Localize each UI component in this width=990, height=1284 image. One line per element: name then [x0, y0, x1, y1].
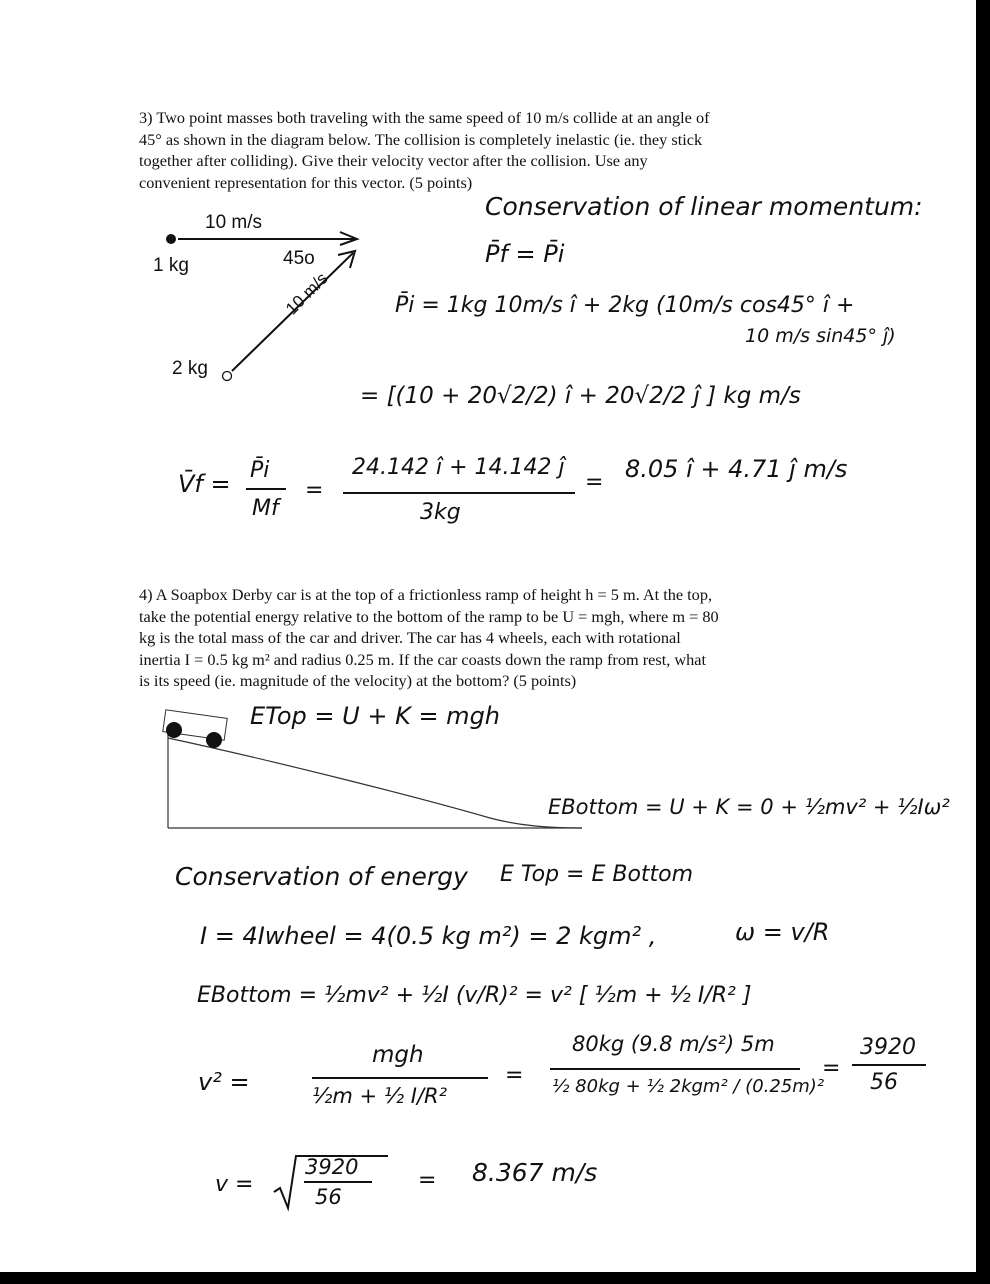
- inertia-denominator: ½m + ½ I/R²: [312, 1084, 448, 1108]
- equals-sign: =: [585, 470, 604, 495]
- sqrt-numerator: 3920: [305, 1155, 359, 1179]
- equals-sign: =: [822, 1056, 841, 1081]
- momentum-sum-numerator: 24.142 î + 14.142 ĵ: [352, 455, 565, 480]
- mass-label-2kg: 2 kg: [172, 358, 208, 379]
- mgh-numerator: mgh: [372, 1042, 424, 1068]
- energy-top-equation: ETop = U + K = mgh: [250, 702, 501, 730]
- momentum-initial-line2: 10 m/s sin45° ĵ): [745, 325, 896, 347]
- mass-2kg-dot: [223, 372, 232, 381]
- fraction-bar: [246, 488, 286, 490]
- momentum-equation: P̄f = P̄i: [485, 240, 565, 268]
- problem-3-line: together after colliding). Give their velocity vector after the collision. Use any: [139, 151, 648, 170]
- scan-edge-bottom: [0, 1272, 990, 1284]
- omega-relation: ω = v/R: [735, 918, 830, 946]
- final-velocity-label: V̄f =: [178, 470, 231, 498]
- momentum-heading: Conservation of linear momentum:: [485, 192, 923, 221]
- problem-4-line: is its speed (ie. magnitude of the velocity) at the bottom? (5 points): [139, 671, 577, 690]
- final-velocity-result: 8.05 î + 4.71 ĵ m/s: [625, 455, 848, 483]
- problem-3-line: 3) Two point masses both traveling with the same speed of 10 m/s collide at an angle of: [139, 108, 710, 127]
- numeric-numerator: 80kg (9.8 m/s²) 5m: [572, 1032, 775, 1056]
- momentum-initial-simplified: = [(10 + 20√2/2) î + 20√2/2 ĵ ] kg m/s: [360, 383, 801, 409]
- problem-3-statement: [139, 107, 839, 193]
- mf-denominator: Mf: [252, 496, 279, 521]
- energy-equality: E Top = E Bottom: [500, 862, 694, 887]
- ratio-numerator: 3920: [860, 1035, 916, 1060]
- problem-4-line: inertia I = 0.5 kg m² and radius 0.25 m. If the car coasts down the ramp from rest, what: [139, 649, 707, 669]
- angle-label: 45o: [283, 248, 315, 269]
- conservation-energy-heading: Conservation of energy: [175, 862, 468, 891]
- energy-bottom-equation: EBottom = U + K = 0 + ½mv² + ½Iω²: [548, 795, 950, 819]
- scan-edge-right: [976, 0, 990, 1284]
- problem-3-line: 45° as shown in the diagram below. The collision is completely inelastic (ie. they stick: [139, 129, 703, 149]
- fraction-bar: [852, 1064, 926, 1066]
- inertia-equation: I = 4Iwheel = 4(0.5 kg m²) = 2 kgm² ,: [200, 922, 657, 950]
- final-speed-result: 8.367 m/s: [472, 1158, 598, 1187]
- equals-sign: =: [505, 1063, 524, 1088]
- problem-4-statement: [139, 584, 839, 692]
- fraction-bar: [550, 1068, 800, 1070]
- problem-4-line: kg is the total mass of the car and driver. The car has 4 wheels, each with rotational: [139, 628, 681, 647]
- fraction-bar: [312, 1077, 488, 1079]
- total-mass-denominator: 3kg: [420, 500, 461, 525]
- numeric-denominator: ½ 80kg + ½ 2kgm² / (0.25m)²: [552, 1076, 825, 1097]
- car-wheel-icon: [166, 722, 182, 738]
- mass-1kg-dot: [166, 234, 176, 244]
- v-squared-label: v² =: [198, 1068, 250, 1096]
- equals-sign: =: [305, 478, 324, 503]
- problem-4-line: take the potential energy relative to the bottom of the ramp to be U = mgh, where m = 80: [139, 606, 719, 626]
- speed-label-top: 10 m/s: [205, 212, 263, 233]
- mass-label-1kg: 1 kg: [153, 255, 189, 276]
- problem-4-line: 4) A Soapbox Derby car is at the top of a frictionless ramp of height h = 5 m. At the top,: [139, 585, 713, 604]
- equals-sign: =: [418, 1168, 437, 1193]
- car-wheel-icon: [206, 732, 222, 748]
- energy-bottom-expanded: EBottom = ½mv² + ½I (v/R)² = v² [ ½m + ½ I/R² ]: [197, 983, 752, 1008]
- ramp-surface: [168, 738, 582, 828]
- sqrt-denominator: 56: [315, 1185, 342, 1209]
- speed-label-diagonal: 10 m/s: [282, 268, 332, 319]
- fraction-bar: [343, 492, 575, 494]
- problem-3-line: convenient representation for this vector. (5 points): [139, 172, 473, 192]
- pi-numerator: P̄i: [250, 458, 270, 483]
- v-label: v =: [215, 1172, 254, 1197]
- momentum-initial-line1: P̄i = 1kg 10m/s î + 2kg (10m/s cos45° î +: [395, 293, 855, 318]
- ratio-denominator: 56: [870, 1070, 898, 1095]
